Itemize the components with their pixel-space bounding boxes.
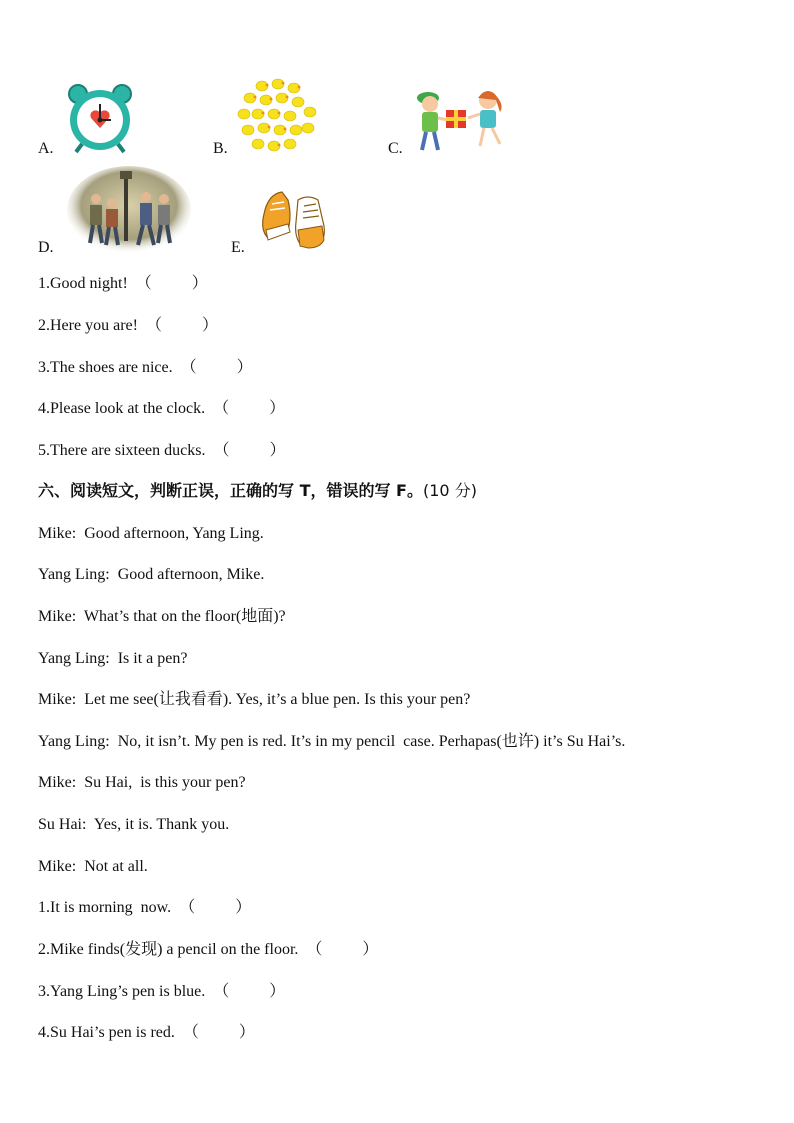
answer-blank[interactable]: （ ）: [180, 359, 253, 376]
match-question-4: 4.Please look at the clock. （ ）: [38, 400, 286, 417]
option-d-label: D.: [38, 239, 54, 256]
dialogue-line: Mike: Good afternoon, Yang Ling.: [38, 525, 264, 542]
sneakers-icon: [258, 186, 330, 252]
answer-blank[interactable]: （ ）: [213, 442, 286, 459]
ducklings-icon: [236, 76, 318, 156]
people-walking-night-icon: [66, 165, 192, 255]
answer-blank[interactable]: （ ）: [182, 1024, 255, 1041]
kids-gift-icon: [410, 84, 518, 156]
dialogue-line: Su Hai: Yes, it is. Thank you.: [38, 816, 230, 833]
answer-blank[interactable]: （ ）: [306, 941, 379, 958]
match-question-3: 3.The shoes are nice. （ ）: [38, 359, 253, 376]
section-score: (10 分): [423, 481, 477, 500]
alarm-clock-icon: [64, 82, 136, 154]
dialogue-line: Yang Ling: No, it isn’t. My pen is red. It’s in my pencil case. Perhapas(也许) it’s Su Hai’s.: [38, 733, 626, 750]
option-e-label: E.: [231, 239, 245, 256]
answer-blank[interactable]: （ ）: [179, 899, 252, 916]
answer-blank[interactable]: （ ）: [213, 400, 286, 417]
tf-question-2: 2.Mike finds(发现) a pencil on the floor. （ ）: [38, 941, 379, 958]
answer-blank[interactable]: （ ）: [145, 317, 218, 334]
tf-question-4: 4.Su Hai’s pen is red. （ ）: [38, 1024, 255, 1041]
dialogue-line: Yang Ling: Good afternoon, Mike.: [38, 566, 265, 583]
dialogue-line: Mike: Not at all.: [38, 858, 148, 875]
option-b-label: B.: [213, 140, 228, 157]
section-6-heading: 六、阅读短文，判断正误，正确的写 T，错误的写 F。(10 分): [38, 481, 477, 500]
option-c-label: C.: [388, 140, 403, 157]
answer-blank[interactable]: （ ）: [213, 983, 286, 1000]
dialogue-line: Yang Ling: Is it a pen?: [38, 650, 188, 667]
match-question-1: 1.Good night! （ ）: [38, 275, 208, 292]
tf-question-1: 1.It is morning now. （ ）: [38, 899, 252, 916]
match-question-5: 5.There are sixteen ducks. （ ）: [38, 442, 286, 459]
option-a-label: A.: [38, 140, 54, 157]
answer-blank[interactable]: （ ）: [135, 275, 208, 292]
match-question-2: 2.Here you are! （ ）: [38, 317, 218, 334]
tf-question-3: 3.Yang Ling’s pen is blue. （ ）: [38, 983, 286, 1000]
dialogue-line: Mike: What’s that on the floor(地面)?: [38, 608, 286, 625]
dialogue-line: Mike: Let me see(让我看看). Yes, it’s a blue pen. Is this your pen?: [38, 691, 471, 708]
dialogue-line: Mike: Su Hai, is this your pen?: [38, 774, 246, 791]
